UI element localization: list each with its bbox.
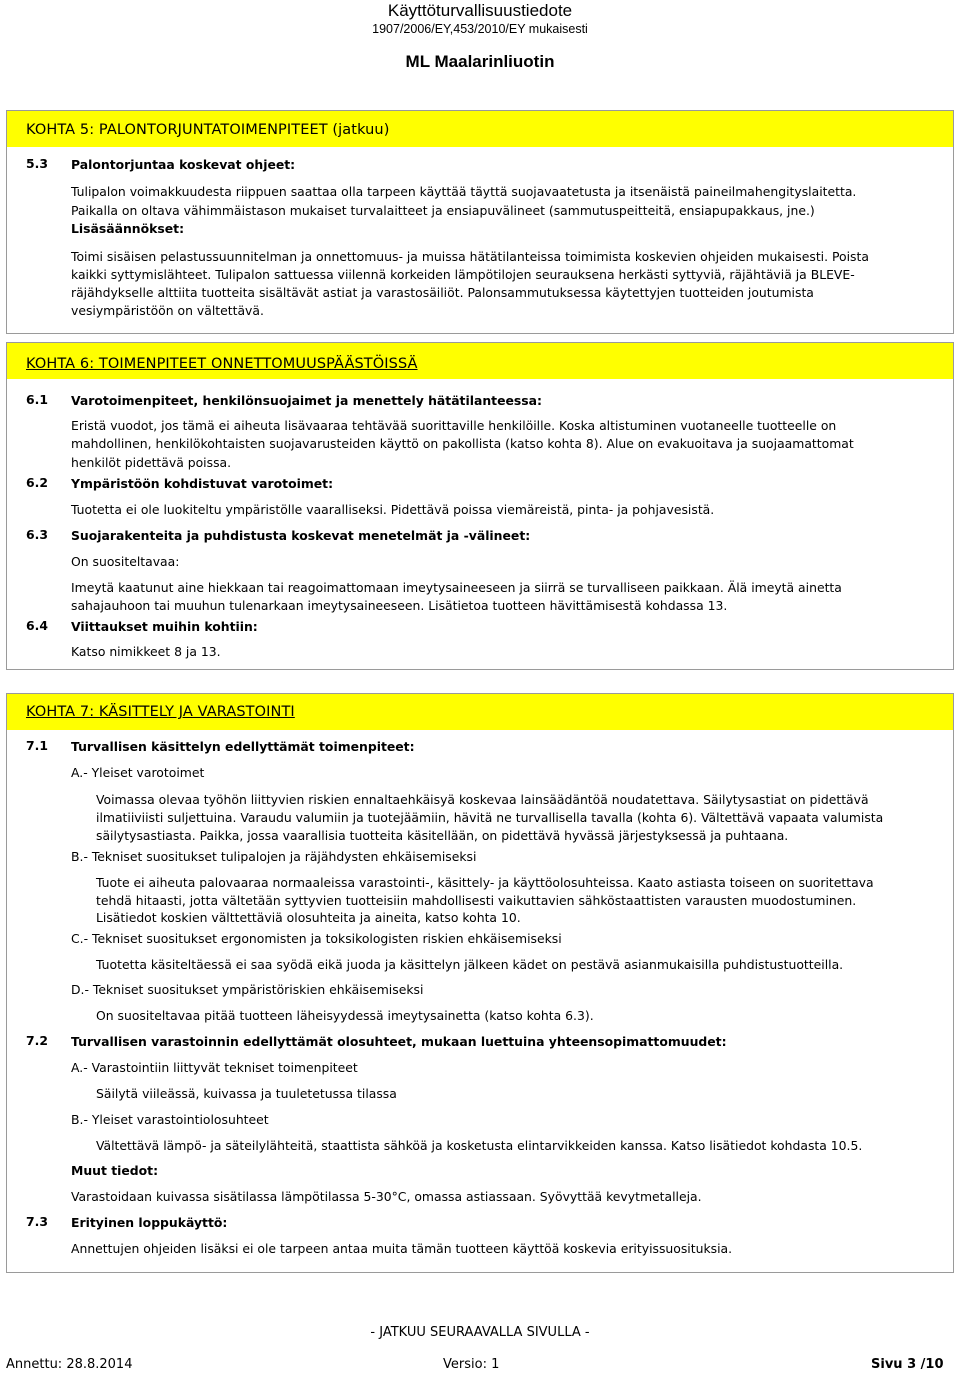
paragraph-line: ilmatiiviisti suljettuina. Varaudu valumiin ja tuotejäämiin, hävitä ne turvallisella tavalla (kohta 6). Vältettävä vapaata valumista [96, 810, 884, 825]
paragraph-line: Tuotetta käsiteltäessä ei saa syödä eikä juoda ja käsittelyn jälkeen kädet on pestävä asianmukaisilla puhdistustuotteilla. [96, 957, 844, 972]
subsection-title: Ympäristöön kohdistuvat varotoimet: [71, 476, 334, 491]
subsection-title: Erityinen loppukäyttö: [71, 1215, 228, 1230]
item-heading: B.- Yleiset varastointiolosuhteet [71, 1112, 269, 1127]
subsection-number: 6.2 [26, 475, 48, 490]
paragraph-line: Säilytä viileässä, kuivassa ja tuuletetussa tilassa [96, 1086, 397, 1101]
subsection-title: Suojarakenteita ja puhdistusta koskevat menetelmät ja -välineet: [71, 528, 531, 543]
paragraph-line: mahdollinen, henkilökohtaisten suojavarusteiden käyttö on pakollista (katso kohta 8). Alue on evakuoitava ja suojaamattomat [71, 436, 854, 451]
section-5-title: KOHTA 5: PALONTORJUNTATOIMENPITEET (jatkuu) [26, 122, 390, 138]
subsection-title: Turvallisen varastoinnin edellyttämät olosuhteet, mukaan luettuina yhteensopimattomuudet: [71, 1034, 727, 1049]
paragraph-line: Lisätiedot koskien välttettäviä olosuhteita ja aineita, katso kohta 10. [96, 910, 521, 925]
paragraph-line: tehdä hitaasti, jotta vältetään syttyvien tuotteisiin mahdollisesti vaikuttavien sähköstaattisten varausten muodostuminen. [96, 893, 857, 908]
paragraph-line: Paikalla on oltava vähimmäistason mukaiset turvalaitteet ja ensiapuvälineet (sammutuspeitteitä, ensiapupakkaus, jne.) [71, 203, 815, 218]
subsection-number: 6.1 [26, 392, 48, 407]
paragraph-line: Voimassa olevaa työhön liittyvien riskien ennaltaehkäisyä koskevaa lainsäädäntöä noudatettava. Säilytysastiat on pidettävä [96, 792, 869, 807]
section-6 [6, 342, 954, 670]
paragraph-line: Katso nimikkeet 8 ja 13. [71, 644, 221, 659]
section-7-title: KOHTA 7: KÄSITTELY JA VARASTOINTI [26, 704, 295, 720]
paragraph-line: Annettujen ohjeiden lisäksi ei ole tarpeen antaa muita tämän tuotteen käyttöä koskevia erityissuosituksia. [71, 1241, 733, 1256]
continues-note: - JATKUU SEURAAVALLA SIVULLA - [370, 1325, 590, 1340]
paragraph-line: henkilöt pidettävä poissa. [71, 455, 232, 470]
subsection-title: Palontorjuntaa koskevat ohjeet: [71, 157, 296, 172]
subsection-label: Muut tiedot: [71, 1163, 159, 1178]
paragraph-line: Tuotetta ei ole luokiteltu ympäristölle vaaralliseksi. Pidettävä poissa viemäreistä, pinta- ja pohjavesistä. [71, 502, 715, 517]
subsection-number: 7.1 [26, 738, 48, 753]
paragraph-line: sahajauhoon tai muuhun tulenarkaan imeytysaineeseen. Lisätietoa tuotteen hävittämisestä kohdassa 13. [71, 598, 728, 613]
subsection-number: 5.3 [26, 156, 48, 171]
paragraph-line: Tuote ei aiheuta palovaaraa normaaleissa varastointi-, käsittely- ja käyttöolosuhteissa. Kaato astiasta toiseen on suoritettava [96, 875, 874, 890]
subsection-label: Lisäsäännökset: [71, 221, 185, 236]
product-name: ML Maalarinliuotin [405, 52, 555, 71]
paragraph-line: räjähdykselle alttiita tuotteita sisältävät astiat ja varastosäiliöt. Palonsammutuksessa käytettyjen tuotteiden joutumista [71, 285, 814, 300]
issue-date: Annettu: 28.8.2014 [6, 1357, 133, 1372]
subsection-title: Turvallisen käsittelyn edellyttämät toimenpiteet: [71, 739, 415, 754]
section-7 [6, 693, 954, 1273]
paragraph-line: vesiympäristöön on vältettävä. [71, 303, 264, 318]
subsection-number: 6.3 [26, 527, 48, 542]
document-title: Käyttöturvallisuustiedote [387, 1, 573, 20]
item-heading: D.- Tekniset suositukset ympäristöriskien ehkäisemiseksi [71, 982, 424, 997]
regulation-reference: 1907/2006/EY,453/2010/EY mukaisesti [372, 22, 588, 36]
paragraph-line: Varastoidaan kuivassa sisätilassa lämpötilassa 5-30°C, omassa astiassaan. Syövyttää kevytmetalleja. [71, 1189, 702, 1204]
paragraph-line: Toimi sisäisen pelastussuunnitelman ja onnettomuus- ja muissa hätätilanteissa toimimista koskevien ohjeiden mukaisesti. Poista [71, 249, 869, 264]
paragraph-line: On suositeltavaa pitää tuotteen läheisyydessä imeytysainetta (katso kohta 6.3). [96, 1008, 594, 1023]
subsection-title: Varotoimenpiteet, henkilönsuojaimet ja menettely hätätilanteessa: [71, 393, 542, 408]
paragraph-line: Imeytä kaatunut aine hiekkaan tai reagoimattomaan imeytysaineeseen ja siirrä se turvalliseen paikkaan. Älä imeytä ainetta [71, 580, 842, 595]
page-number: Sivu 3 /10 [871, 1357, 944, 1372]
item-heading: B.- Tekniset suositukset tulipalojen ja räjähdysten ehkäisemiseksi [71, 849, 477, 864]
paragraph-line: Vältettävä lämpö- ja säteilylähteitä, staattista sähköä ja kosketusta elintarvikkeiden kanssa. Katso lisätiedot kohdasta 10.5. [96, 1138, 863, 1153]
item-heading: A.- Yleiset varotoimet [71, 765, 205, 780]
version-label: Versio: 1 [443, 1357, 500, 1372]
subsection-label: On suositeltavaa: [71, 554, 180, 569]
item-heading: C.- Tekniset suositukset ergonomisten ja toksikologisten riskien ehkäisemiseksi [71, 931, 562, 946]
subsection-number: 7.3 [26, 1214, 48, 1229]
paragraph-line: Tulipalon voimakkuudesta riippuen saattaa olla tarpeen käyttää täyttä suojavaatetusta ja itsenäistä paineilmahengityslaitetta. [71, 184, 857, 199]
subsection-title: Viittaukset muihin kohtiin: [71, 619, 258, 634]
section-6-title: KOHTA 6: TOIMENPITEET ONNETTOMUUSPÄÄSTÖISSÄ [26, 356, 418, 372]
item-heading: A.- Varastointiin liittyvät tekniset toimenpiteet [71, 1060, 358, 1075]
subsection-number: 6.4 [26, 618, 48, 633]
paragraph-line: kaikki syttymislähteet. Tulipalon sattuessa viilennä korkeiden lämpötilojen seurauksena herkästi syttyviä, räjähtäviä ja BLEVE- [71, 267, 855, 282]
subsection-number: 7.2 [26, 1033, 48, 1048]
paragraph-line: Eristä vuodot, jos tämä ei aiheuta lisävaaraa tehtävää suorittaville henkilöille. Koska altistuminen vuotaneelle tuotteelle on [71, 418, 837, 433]
section-5 [6, 110, 954, 334]
paragraph-line: säilytysastiasta. Paikka, jossa vaarallisia tuotteita käsitellään, on pidettävä hyvässä järjestyksessä ja puhtaana. [96, 828, 789, 843]
